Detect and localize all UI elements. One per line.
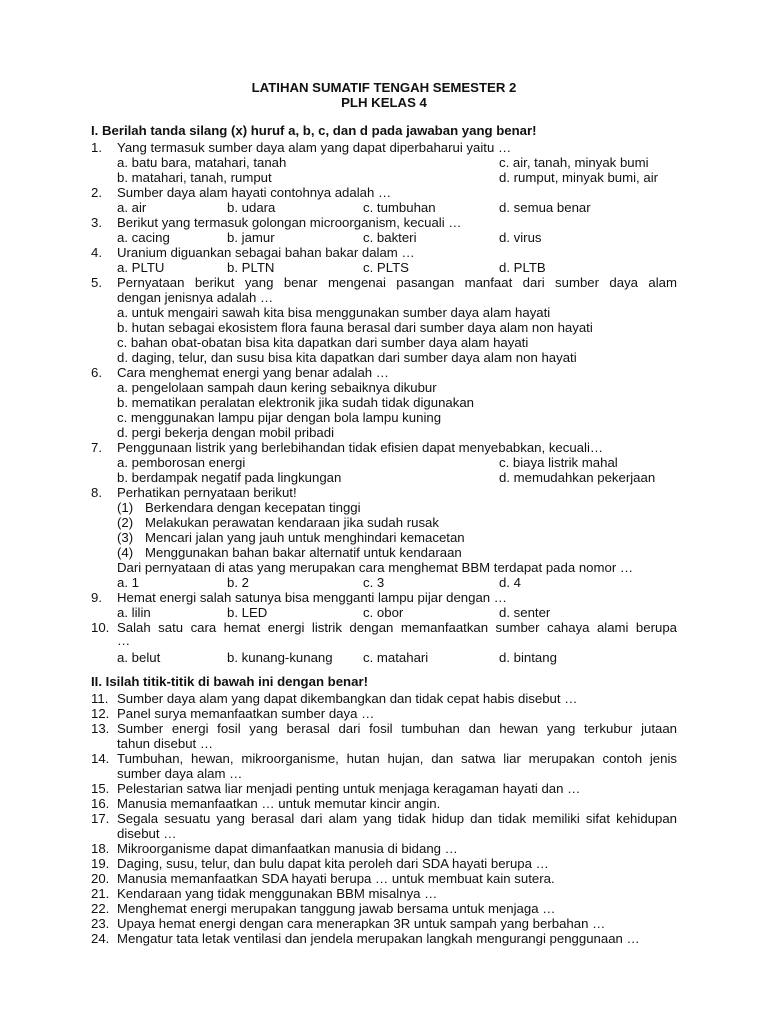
option-c: c. bakteri bbox=[363, 230, 417, 245]
question-text: Manusia memanfaatkan … untuk memutar kincir angin. bbox=[117, 796, 441, 811]
question-text: Tumbuhan, hewan, mikroorganisme, hutan hujan, dan satwa liar merupakan contoh jenis bbox=[117, 751, 677, 766]
option-b: b. jamur bbox=[227, 230, 275, 245]
option-c: c. matahari bbox=[363, 650, 429, 665]
question-number: 3. bbox=[91, 215, 102, 230]
option-d: d. rumput, minyak bumi, air bbox=[499, 170, 659, 185]
question-text: Yang termasuk sumber daya alam yang dapat diperbaharui yaitu … bbox=[117, 140, 512, 155]
option-a: a. pengelolaan sampah daun kering sebaiknya dikubur bbox=[117, 380, 437, 395]
option-c: c. menggunakan lampu pijar dengan bola lampu kuning bbox=[117, 410, 442, 425]
question-text-continued: tahun disebut … bbox=[117, 736, 214, 751]
question-text-continued: disebut … bbox=[117, 826, 177, 841]
question-text: Kendaraan yang tidak menggunakan BBM misalnya … bbox=[117, 886, 438, 901]
question-text-continued: … bbox=[117, 633, 131, 648]
option-d: d. PLTB bbox=[499, 260, 546, 275]
question-text: Salah satu cara hemat energi listrik dengan memanfaatkan sumber cahaya alami berupa bbox=[117, 620, 677, 635]
question-number: 10. bbox=[91, 620, 110, 635]
statement-text: Berkendara dengan kecepatan tinggi bbox=[145, 500, 361, 515]
question-number: 21. bbox=[91, 886, 110, 901]
option-a: a. cacing bbox=[117, 230, 170, 245]
question-number: 17. bbox=[91, 811, 110, 826]
question-text: Pelestarian satwa liar menjadi penting untuk menjaga keragaman hayati dan … bbox=[117, 781, 581, 796]
question-text: Sumber energi fosil yang berasal dari fosil tumbuhan dan hewan yang terkubur jutaan bbox=[117, 721, 677, 736]
statement-number: (1) bbox=[117, 500, 134, 515]
option-a: a. untuk mengairi sawah kita bisa menggunakan sumber daya alam hayati bbox=[117, 305, 551, 320]
option-a: a. lilin bbox=[117, 605, 151, 620]
question-text: Pernyataan berikut yang benar mengenai pasangan manfaat dari sumber daya alam bbox=[117, 275, 677, 290]
option-b: b. udara bbox=[227, 200, 276, 215]
question-text: Mikroorganisme dapat dimanfaatkan manusia di bidang … bbox=[117, 841, 458, 856]
question-number: 13. bbox=[91, 721, 110, 736]
option-d: d. daging, telur, dan susu bisa kita dapatkan dari sumber daya alam non hayati bbox=[117, 350, 577, 365]
statement-text: Mencari jalan yang jauh untuk menghindari kemacetan bbox=[145, 530, 465, 545]
option-d: d. bintang bbox=[499, 650, 557, 665]
question-number: 11. bbox=[91, 691, 109, 706]
option-b: b. matahari, tanah, rumput bbox=[117, 170, 272, 185]
statement-text: Menggunakan bahan bakar alternatif untuk kendaraan bbox=[145, 545, 462, 560]
question-prompt: Dari pernyataan di atas yang merupakan cara menghemat BBM terdapat pada nomor … bbox=[117, 560, 634, 575]
page-title: LATIHAN SUMATIF TENGAH SEMESTER 2 bbox=[251, 80, 517, 95]
option-d: d. senter bbox=[499, 605, 551, 620]
question-number: 9. bbox=[91, 590, 102, 605]
option-c: c. PLTS bbox=[363, 260, 409, 275]
question-text: Daging, susu, telur, dan bulu dapat kita peroleh dari SDA hayati berupa … bbox=[117, 856, 549, 871]
option-d: d. 4 bbox=[499, 575, 521, 590]
page-subtitle: PLH KELAS 4 bbox=[341, 95, 427, 110]
question-number: 8. bbox=[91, 485, 102, 500]
question-text: Cara menghemat energi yang benar adalah … bbox=[117, 365, 389, 380]
option-c: c. bahan obat-obatan bisa kita dapatkan dari sumber daya alam hayati bbox=[117, 335, 529, 350]
question-text: Perhatikan pernyataan berikut! bbox=[117, 485, 297, 500]
question-number: 4. bbox=[91, 245, 102, 260]
question-number: 5. bbox=[91, 275, 102, 290]
question-text: Sumber daya alam yang dapat dikembangkan dan tidak cepat habis disebut … bbox=[117, 691, 578, 706]
option-c: c. tumbuhan bbox=[363, 200, 436, 215]
option-c: c. air, tanah, minyak bumi bbox=[499, 155, 649, 170]
option-b: b. mematikan peralatan elektronik jika sudah tidak digunakan bbox=[117, 395, 475, 410]
question-number: 24. bbox=[91, 931, 110, 946]
section-1-heading: I. Berilah tanda silang (x) huruf a, b, c, dan d pada jawaban yang benar! bbox=[91, 123, 537, 138]
question-number: 23. bbox=[91, 916, 110, 931]
option-b: b. berdampak negatif pada lingkungan bbox=[117, 470, 342, 485]
question-number: 16. bbox=[91, 796, 110, 811]
option-c: c. 3 bbox=[363, 575, 385, 590]
question-number: 12. bbox=[91, 706, 110, 721]
question-text-continued: sumber daya alam … bbox=[117, 766, 243, 781]
option-b: b. hutan sebagai ekosistem flora fauna berasal dari sumber daya alam non hayati bbox=[117, 320, 593, 335]
question-text: Upaya hemat energi dengan cara menerapkan 3R untuk sampah yang berbahan … bbox=[117, 916, 606, 931]
statement-text: Melakukan perawatan kendaraan jika sudah rusak bbox=[145, 515, 439, 530]
option-a: a. belut bbox=[117, 650, 161, 665]
question-text: Uranium diguankan sebagai bahan bakar dalam … bbox=[117, 245, 415, 260]
question-number: 14. bbox=[91, 751, 110, 766]
question-number: 18. bbox=[91, 841, 110, 856]
question-number: 15. bbox=[91, 781, 110, 796]
section-2-heading: II. Isilah titik-titik di bawah ini dengan benar! bbox=[91, 674, 368, 689]
statement-number: (2) bbox=[117, 515, 134, 530]
question-number: 6. bbox=[91, 365, 102, 380]
question-text: Manusia memanfaatkan SDA hayati berupa … untuk membuat kain sutera. bbox=[117, 871, 555, 886]
option-d: d. memudahkan pekerjaan bbox=[499, 470, 656, 485]
question-number: 20. bbox=[91, 871, 110, 886]
option-a: a. batu bara, matahari, tanah bbox=[117, 155, 287, 170]
statement-number: (4) bbox=[117, 545, 134, 560]
option-c: c. biaya listrik mahal bbox=[499, 455, 618, 470]
question-text-continued: dengan jenisnya adalah … bbox=[117, 290, 274, 305]
question-text: Penggunaan listrik yang berlebihandan tidak efisien dapat menyebabkan, kecuali… bbox=[117, 440, 604, 455]
question-number: 2. bbox=[91, 185, 102, 200]
option-a: a. 1 bbox=[117, 575, 139, 590]
option-b: b. LED bbox=[227, 605, 268, 620]
question-number: 7. bbox=[91, 440, 102, 455]
option-b: b. 2 bbox=[227, 575, 249, 590]
question-text: Menghemat energi merupakan tanggung jawab bersama untuk menjaga … bbox=[117, 901, 556, 916]
question-number: 1. bbox=[91, 140, 102, 155]
option-d: d. virus bbox=[499, 230, 542, 245]
option-a: a. PLTU bbox=[117, 260, 165, 275]
question-text: Panel surya memanfaatkan sumber daya … bbox=[117, 706, 375, 721]
question-text: Segala sesuatu yang berasal dari alam yang tidak hidup dan tidak memiliki sifat kehidupan bbox=[117, 811, 677, 826]
question-text: Hemat energi salah satunya bisa mengganti lampu pijar dengan … bbox=[117, 590, 507, 605]
question-text: Sumber daya alam hayati contohnya adalah … bbox=[117, 185, 392, 200]
option-a: a. pemborosan energi bbox=[117, 455, 246, 470]
option-c: c. obor bbox=[363, 605, 404, 620]
option-a: a. air bbox=[117, 200, 147, 215]
option-d: d. semua benar bbox=[499, 200, 591, 215]
option-b: b. PLTN bbox=[227, 260, 275, 275]
option-b: b. kunang-kunang bbox=[227, 650, 333, 665]
statement-number: (3) bbox=[117, 530, 134, 545]
question-text: Berikut yang termasuk golongan microorganism, kecuali … bbox=[117, 215, 462, 230]
question-text: Mengatur tata letak ventilasi dan jendela merupakan langkah mengurangi penggunaan … bbox=[117, 931, 640, 946]
option-d: d. pergi bekerja dengan mobil pribadi bbox=[117, 425, 335, 440]
question-number: 19. bbox=[91, 856, 110, 871]
question-number: 22. bbox=[91, 901, 110, 916]
